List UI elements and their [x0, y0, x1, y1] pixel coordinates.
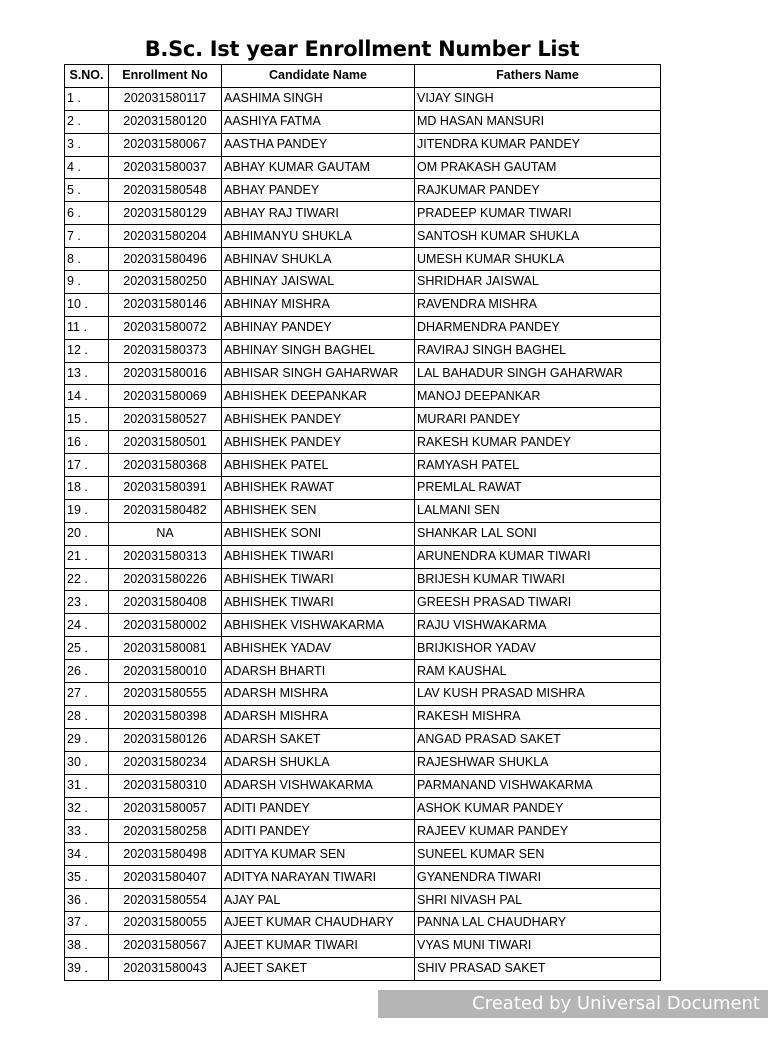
table-row — [65, 202, 661, 225]
enrollment-number-cell: 202031580069 — [109, 385, 222, 408]
fathers-name-cell: OM PRAKASH GAUTAM — [415, 156, 661, 179]
header-candidate-name: Candidate Name — [222, 65, 415, 88]
serial-number-cell: 2 . — [65, 110, 109, 133]
table-row — [65, 316, 661, 339]
fathers-name-cell: RAM KAUSHAL — [415, 660, 661, 683]
table-row — [65, 477, 661, 500]
fathers-name-cell: JITENDRA KUMAR PANDEY — [415, 133, 661, 156]
table-row — [65, 728, 661, 751]
serial-number-cell: 14 . — [65, 385, 109, 408]
table-row — [65, 110, 661, 133]
serial-number-cell: 35 . — [65, 866, 109, 889]
enrollment-number-cell: 202031580057 — [109, 797, 222, 820]
enrollment-number-cell: NA — [109, 522, 222, 545]
table-row — [65, 522, 661, 545]
fathers-name-cell: MD HASAN MANSURI — [415, 110, 661, 133]
serial-number-cell: 19 . — [65, 499, 109, 522]
serial-number-cell: 1 . — [65, 87, 109, 110]
serial-number-cell: 22 . — [65, 568, 109, 591]
table-row — [65, 591, 661, 614]
candidate-name-cell: AJEET KUMAR TIWARI — [222, 934, 415, 957]
table-row — [65, 820, 661, 843]
candidate-name-cell: ABHIMANYU SHUKLA — [222, 225, 415, 248]
enrollment-number-cell: 202031580501 — [109, 431, 222, 454]
table-row — [65, 385, 661, 408]
fathers-name-cell: RAMYASH PATEL — [415, 454, 661, 477]
enrollment-number-cell: 202031580055 — [109, 911, 222, 934]
table-header-row — [65, 65, 661, 88]
candidate-name-cell: ABHISHEK VISHWAKARMA — [222, 614, 415, 637]
enrollment-number-cell: 202031580234 — [109, 751, 222, 774]
candidate-name-cell: ADARSH SAKET — [222, 728, 415, 751]
fathers-name-cell: LAV KUSH PRASAD MISHRA — [415, 683, 661, 706]
candidate-name-cell: AJEET KUMAR CHAUDHARY — [222, 911, 415, 934]
enrollment-number-cell: 202031580010 — [109, 660, 222, 683]
enrollment-number-cell: 202031580407 — [109, 866, 222, 889]
table-row — [65, 843, 661, 866]
fathers-name-cell: VIJAY SINGH — [415, 87, 661, 110]
enrollment-number-cell: 202031580120 — [109, 110, 222, 133]
watermark-banner: Created by Universal Document Converter — [378, 990, 768, 1018]
serial-number-cell: 24 . — [65, 614, 109, 637]
enrollment-number-cell: 202031580067 — [109, 133, 222, 156]
fathers-name-cell: BRIJKISHOR YADAV — [415, 637, 661, 660]
table-row — [65, 911, 661, 934]
table-row — [65, 408, 661, 431]
fathers-name-cell: SANTOSH KUMAR SHUKLA — [415, 225, 661, 248]
enrollment-number-cell: 202031580037 — [109, 156, 222, 179]
fathers-name-cell: ASHOK KUMAR PANDEY — [415, 797, 661, 820]
candidate-name-cell: ABHISHEK TIWARI — [222, 591, 415, 614]
candidate-name-cell: ABHISHEK PATEL — [222, 454, 415, 477]
enrollment-number-cell: 202031580398 — [109, 705, 222, 728]
table-row — [65, 866, 661, 889]
serial-number-cell: 11 . — [65, 316, 109, 339]
fathers-name-cell: PARMANAND VISHWAKARMA — [415, 774, 661, 797]
table-row — [65, 934, 661, 957]
candidate-name-cell: ABHAY KUMAR GAUTAM — [222, 156, 415, 179]
fathers-name-cell: SHANKAR LAL SONI — [415, 522, 661, 545]
fathers-name-cell: UMESH KUMAR SHUKLA — [415, 248, 661, 271]
table-row — [65, 362, 661, 385]
candidate-name-cell: ABHISHEK SONI — [222, 522, 415, 545]
candidate-name-cell: ADARSH MISHRA — [222, 705, 415, 728]
serial-number-cell: 18 . — [65, 477, 109, 500]
serial-number-cell: 28 . — [65, 705, 109, 728]
candidate-name-cell: ABHISHEK TIWARI — [222, 545, 415, 568]
serial-number-cell: 12 . — [65, 339, 109, 362]
serial-number-cell: 25 . — [65, 637, 109, 660]
fathers-name-cell: PANNA LAL CHAUDHARY — [415, 911, 661, 934]
fathers-name-cell: RAJU VISHWAKARMA — [415, 614, 661, 637]
enrollment-number-cell: 202031580258 — [109, 820, 222, 843]
serial-number-cell: 10 . — [65, 293, 109, 316]
fathers-name-cell: SUNEEL KUMAR SEN — [415, 843, 661, 866]
serial-number-cell: 15 . — [65, 408, 109, 431]
enrollment-number-cell: 202031580310 — [109, 774, 222, 797]
candidate-name-cell: ABHISAR SINGH GAHARWAR — [222, 362, 415, 385]
candidate-name-cell: ADARSH VISHWAKARMA — [222, 774, 415, 797]
fathers-name-cell: ANGAD PRASAD SAKET — [415, 728, 661, 751]
candidate-name-cell: ABHISHEK DEEPANKAR — [222, 385, 415, 408]
candidate-name-cell: ABHISHEK RAWAT — [222, 477, 415, 500]
enrollment-number-cell: 202031580117 — [109, 87, 222, 110]
table-row — [65, 293, 661, 316]
serial-number-cell: 17 . — [65, 454, 109, 477]
enrollment-number-cell: 202031580313 — [109, 545, 222, 568]
serial-number-cell: 3 . — [65, 133, 109, 156]
fathers-name-cell: BRIJESH KUMAR TIWARI — [415, 568, 661, 591]
candidate-name-cell: AASTHA PANDEY — [222, 133, 415, 156]
enrollment-table — [64, 64, 661, 981]
enrollment-number-cell: 202031580002 — [109, 614, 222, 637]
serial-number-cell: 21 . — [65, 545, 109, 568]
enrollment-number-cell: 202031580554 — [109, 889, 222, 912]
fathers-name-cell: DHARMENDRA PANDEY — [415, 316, 661, 339]
candidate-name-cell: ADITYA NARAYAN TIWARI — [222, 866, 415, 889]
candidate-name-cell: ABHISHEK TIWARI — [222, 568, 415, 591]
table-row — [65, 568, 661, 591]
table-row — [65, 339, 661, 362]
serial-number-cell: 13 . — [65, 362, 109, 385]
table-row — [65, 179, 661, 202]
table-row — [65, 705, 661, 728]
serial-number-cell: 16 . — [65, 431, 109, 454]
serial-number-cell: 5 . — [65, 179, 109, 202]
enrollment-number-cell: 202031580408 — [109, 591, 222, 614]
header-sno: S.NO. — [65, 65, 109, 88]
enrollment-number-cell: 202031580016 — [109, 362, 222, 385]
fathers-name-cell: LAL BAHADUR SINGH GAHARWAR — [415, 362, 661, 385]
candidate-name-cell: ABHAY PANDEY — [222, 179, 415, 202]
enrollment-number-cell: 202031580555 — [109, 683, 222, 706]
fathers-name-cell: MANOJ DEEPANKAR — [415, 385, 661, 408]
fathers-name-cell: SHRIDHAR JAISWAL — [415, 271, 661, 294]
table-row — [65, 614, 661, 637]
fathers-name-cell: RAKESH KUMAR PANDEY — [415, 431, 661, 454]
serial-number-cell: 32 . — [65, 797, 109, 820]
candidate-name-cell: ADITYA KUMAR SEN — [222, 843, 415, 866]
candidate-name-cell: ADITI PANDEY — [222, 820, 415, 843]
serial-number-cell: 26 . — [65, 660, 109, 683]
fathers-name-cell: RAJESHWAR SHUKLA — [415, 751, 661, 774]
serial-number-cell: 39 . — [65, 957, 109, 980]
fathers-name-cell: RAVIRAJ SINGH BAGHEL — [415, 339, 661, 362]
fathers-name-cell: RAVENDRA MISHRA — [415, 293, 661, 316]
serial-number-cell: 31 . — [65, 774, 109, 797]
serial-number-cell: 33 . — [65, 820, 109, 843]
fathers-name-cell: GYANENDRA TIWARI — [415, 866, 661, 889]
page-title: B.Sc. Ist year Enrollment Number List — [144, 37, 580, 61]
fathers-name-cell: RAJKUMAR PANDEY — [415, 179, 661, 202]
enrollment-number-cell: 202031580548 — [109, 179, 222, 202]
fathers-name-cell: PRADEEP KUMAR TIWARI — [415, 202, 661, 225]
table-row — [65, 225, 661, 248]
fathers-name-cell: SHIV PRASAD SAKET — [415, 957, 661, 980]
enrollment-number-cell: 202031580391 — [109, 477, 222, 500]
table-row — [65, 545, 661, 568]
table-row — [65, 431, 661, 454]
fathers-name-cell: ARUNENDRA KUMAR TIWARI — [415, 545, 661, 568]
table-row — [65, 499, 661, 522]
enrollment-number-cell: 202031580129 — [109, 202, 222, 225]
serial-number-cell: 7 . — [65, 225, 109, 248]
serial-number-cell: 38 . — [65, 934, 109, 957]
enrollment-number-cell: 202031580226 — [109, 568, 222, 591]
candidate-name-cell: AASHIMA SINGH — [222, 87, 415, 110]
serial-number-cell: 34 . — [65, 843, 109, 866]
candidate-name-cell: ABHINAY JAISWAL — [222, 271, 415, 294]
fathers-name-cell: PREMLAL RAWAT — [415, 477, 661, 500]
table-row — [65, 248, 661, 271]
header-enrollment-no: Enrollment No — [109, 65, 222, 88]
fathers-name-cell: GREESH PRASAD TIWARI — [415, 591, 661, 614]
serial-number-cell: 6 . — [65, 202, 109, 225]
table-row — [65, 751, 661, 774]
enrollment-number-cell: 202031580126 — [109, 728, 222, 751]
enrollment-number-cell: 202031580368 — [109, 454, 222, 477]
serial-number-cell: 9 . — [65, 271, 109, 294]
candidate-name-cell: ADARSH BHARTI — [222, 660, 415, 683]
serial-number-cell: 4 . — [65, 156, 109, 179]
fathers-name-cell: LALMANI SEN — [415, 499, 661, 522]
enrollment-number-cell: 202031580498 — [109, 843, 222, 866]
fathers-name-cell: MURARI PANDEY — [415, 408, 661, 431]
candidate-name-cell: ABHAY RAJ TIWARI — [222, 202, 415, 225]
enrollment-number-cell: 202031580043 — [109, 957, 222, 980]
fathers-name-cell: SHRI NIVASH PAL — [415, 889, 661, 912]
serial-number-cell: 30 . — [65, 751, 109, 774]
fathers-name-cell: RAKESH MISHRA — [415, 705, 661, 728]
candidate-name-cell: ABHISHEK PANDEY — [222, 408, 415, 431]
candidate-name-cell: ABHINAV SHUKLA — [222, 248, 415, 271]
candidate-name-cell: ABHISHEK SEN — [222, 499, 415, 522]
table-row — [65, 271, 661, 294]
enrollment-number-cell: 202031580204 — [109, 225, 222, 248]
enrollment-number-cell: 202031580081 — [109, 637, 222, 660]
candidate-name-cell: ADARSH MISHRA — [222, 683, 415, 706]
enrollment-number-cell: 202031580373 — [109, 339, 222, 362]
enrollment-number-cell: 202031580496 — [109, 248, 222, 271]
candidate-name-cell: AASHIYA FATMA — [222, 110, 415, 133]
candidate-name-cell: ADARSH SHUKLA — [222, 751, 415, 774]
serial-number-cell: 29 . — [65, 728, 109, 751]
fathers-name-cell: RAJEEV KUMAR PANDEY — [415, 820, 661, 843]
enrollment-number-cell: 202031580072 — [109, 316, 222, 339]
enrollment-number-cell: 202031580250 — [109, 271, 222, 294]
serial-number-cell: 23 . — [65, 591, 109, 614]
serial-number-cell: 20 . — [65, 522, 109, 545]
fathers-name-cell: VYAS MUNI TIWARI — [415, 934, 661, 957]
candidate-name-cell: AJAY PAL — [222, 889, 415, 912]
serial-number-cell: 8 . — [65, 248, 109, 271]
table-row — [65, 156, 661, 179]
candidate-name-cell: ABHINAY SINGH BAGHEL — [222, 339, 415, 362]
serial-number-cell: 37 . — [65, 911, 109, 934]
table-row — [65, 87, 661, 110]
candidate-name-cell: ABHISHEK YADAV — [222, 637, 415, 660]
table-row — [65, 889, 661, 912]
table-row — [65, 454, 661, 477]
header-fathers-name: Fathers Name — [415, 65, 661, 88]
table-body — [65, 87, 661, 980]
candidate-name-cell: AJEET SAKET — [222, 957, 415, 980]
serial-number-cell: 27 . — [65, 683, 109, 706]
enrollment-number-cell: 202031580567 — [109, 934, 222, 957]
table-row — [65, 774, 661, 797]
candidate-name-cell: ABHINAY MISHRA — [222, 293, 415, 316]
candidate-name-cell: ABHISHEK PANDEY — [222, 431, 415, 454]
serial-number-cell: 36 . — [65, 889, 109, 912]
table-row — [65, 637, 661, 660]
candidate-name-cell: ADITI PANDEY — [222, 797, 415, 820]
candidate-name-cell: ABHINAY PANDEY — [222, 316, 415, 339]
enrollment-number-cell: 202031580527 — [109, 408, 222, 431]
table-row — [65, 683, 661, 706]
enrollment-number-cell: 202031580146 — [109, 293, 222, 316]
table-row — [65, 797, 661, 820]
table-row — [65, 957, 661, 980]
enrollment-number-cell: 202031580482 — [109, 499, 222, 522]
table-row — [65, 133, 661, 156]
table-row — [65, 660, 661, 683]
